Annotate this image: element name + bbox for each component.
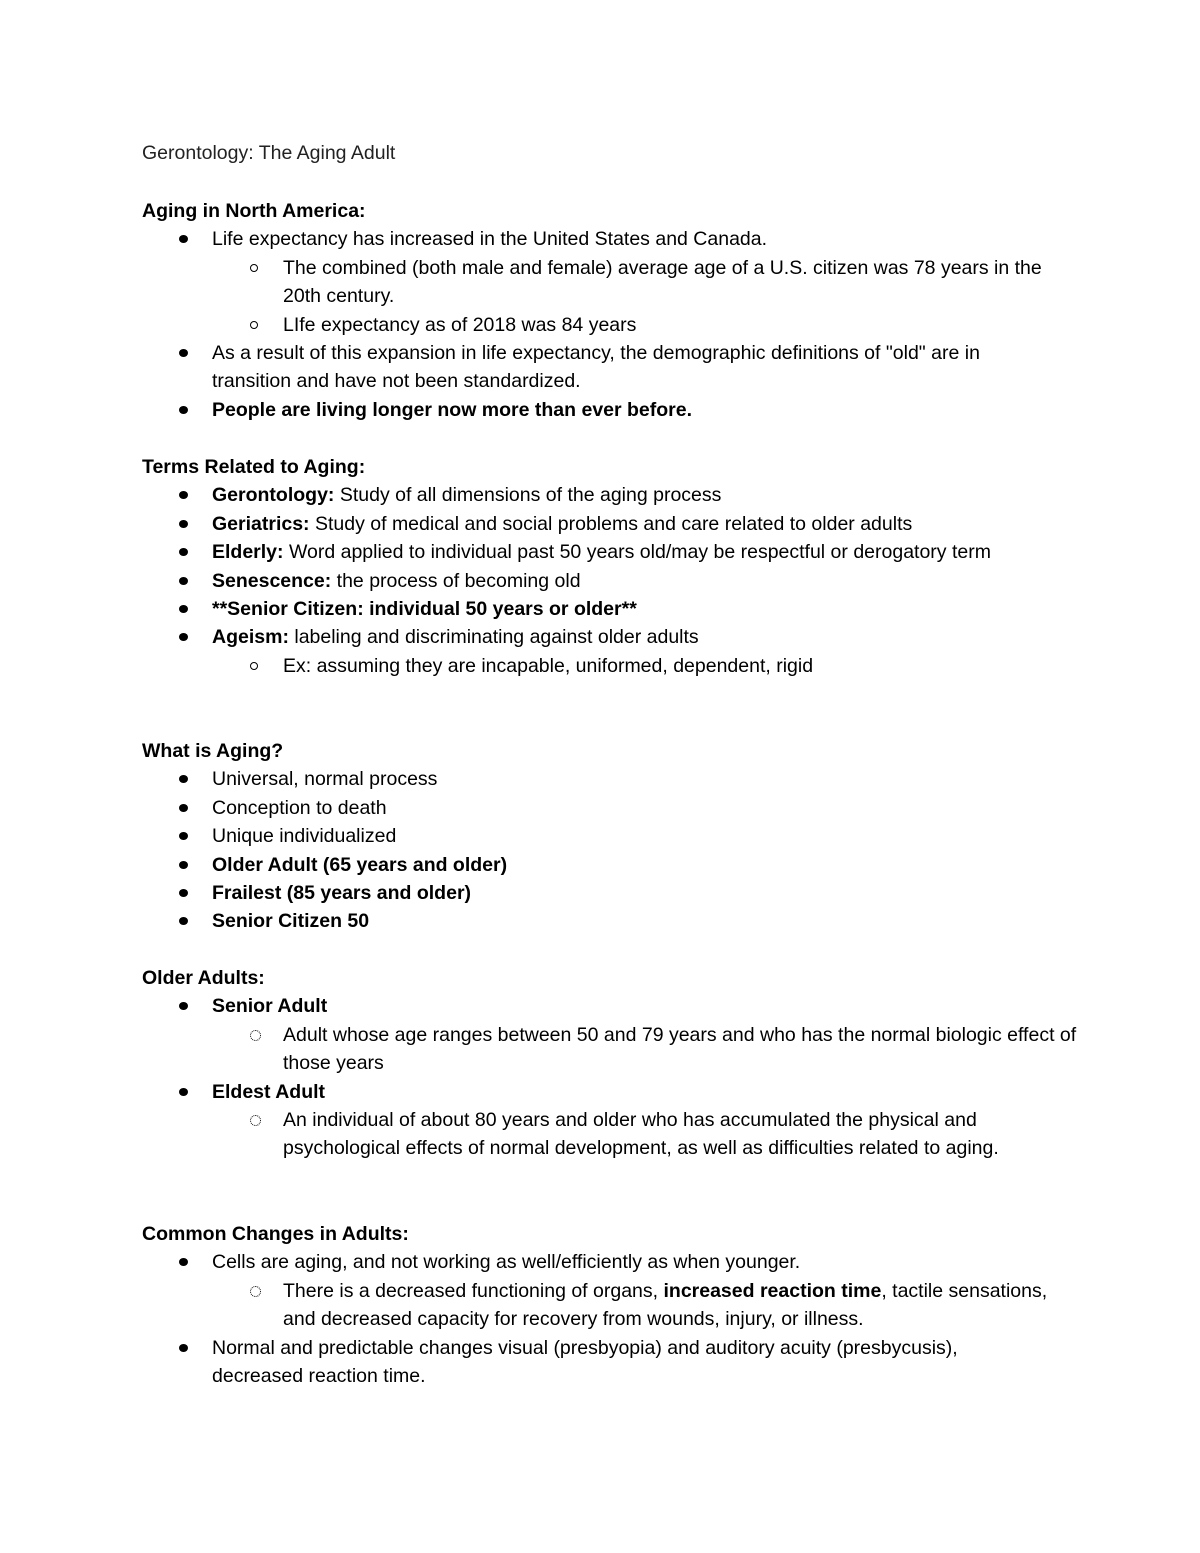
bullet-icon — [179, 406, 188, 414]
list-item: Frailest (85 years and older) — [142, 879, 1082, 907]
list-item: Normal and predictable changes visual (presbyopia) and auditory acuity (presbycusis), decreased reaction time. — [142, 1334, 1082, 1391]
list-item: People are living longer now more than ever before. — [142, 396, 1082, 424]
definition: Word applied to individual past 50 years old/may be respectful or derogatory term — [283, 541, 991, 564]
bullet-icon — [179, 1344, 188, 1352]
bullet-icon — [179, 1088, 188, 1096]
list-item: Senior Citizen 50 — [142, 907, 1082, 935]
section-heading: Terms Related to Aging: — [142, 456, 366, 478]
section-heading: Older Adults: — [142, 967, 265, 989]
section-heading: What is Aging? — [142, 740, 284, 762]
hollow-bullet-icon — [250, 321, 258, 329]
definition: Study of all dimensions of the aging process — [334, 484, 722, 507]
sub-list-item: An individual of about 80 years and older who has accumulated the physical and psychological effects of normal development, as well as difficulties related to aging. — [142, 1106, 1082, 1163]
list-item: Life expectancy has increased in the United States and Canada. — [142, 225, 1082, 253]
list-item — [142, 567, 1082, 595]
definition: labeling and discriminating against older adults — [288, 626, 699, 649]
list-item: Older Adult (65 years and older) — [142, 851, 1082, 879]
term: Gerontology: — [212, 484, 335, 507]
bullet-icon — [179, 917, 188, 925]
bullet-icon — [179, 520, 188, 528]
definition: the process of becoming old — [331, 569, 581, 592]
bullet-icon — [179, 1258, 188, 1266]
sub-list-item: LIfe expectancy as of 2018 was 84 years — [142, 311, 1082, 339]
section-older-adults — [142, 964, 1082, 1163]
list-item: Unique individualized — [142, 822, 1082, 850]
section-heading: Aging in North America: — [142, 200, 366, 222]
definition: Study of medical and social problems and care related to older adults — [309, 512, 913, 535]
document-title: Gerontology: The Aging Adult — [142, 142, 396, 164]
section-common-changes — [142, 1220, 1082, 1390]
sub-list-item: Ex: assuming they are incapable, uniformed, dependent, rigid — [142, 652, 1082, 680]
bullet-icon — [179, 832, 188, 840]
bullet-icon — [179, 861, 188, 869]
term: Ageism: — [212, 626, 289, 649]
bullet-icon — [179, 1002, 188, 1010]
bullet-icon — [179, 235, 188, 243]
sub-list-item: The combined (both male and female) average age of a U.S. citizen was 78 years in the 20th century. — [142, 254, 1082, 311]
section-aging-north-america — [142, 197, 1082, 424]
list-item: Senior Adult — [142, 992, 1082, 1020]
list-item: **Senior Citizen: individual 50 years or older** — [142, 595, 1082, 623]
dotted-bullet-icon — [250, 1286, 261, 1297]
term: Senescence: — [212, 569, 332, 592]
section-heading: Common Changes in Adults: — [142, 1223, 409, 1245]
bullet-icon — [179, 633, 188, 641]
section-terms — [142, 453, 1082, 680]
hollow-bullet-icon — [250, 264, 258, 272]
dotted-bullet-icon — [250, 1030, 261, 1041]
list-item: Conception to death — [142, 794, 1082, 822]
list-item — [142, 538, 1082, 566]
hollow-bullet-icon — [250, 662, 258, 670]
section-what-is-aging — [142, 737, 1082, 936]
sub-list-item: There is a decreased functioning of organs, increased reaction time, tactile sensations, and decreased capacity for recovery from wounds, injury, or illness. — [142, 1277, 1082, 1334]
bullet-icon — [179, 889, 188, 897]
bullet-icon — [179, 804, 188, 812]
list-item: As a result of this expansion in life expectancy, the demographic definitions of "old" are in transition and have not been standardized. — [142, 339, 1082, 396]
bullet-icon — [179, 349, 188, 357]
bullet-icon — [179, 605, 188, 613]
emphasis: increased reaction time — [663, 1279, 882, 1302]
bullet-icon — [179, 548, 188, 556]
list-item — [142, 510, 1082, 538]
list-item — [142, 481, 1082, 509]
list-item: Eldest Adult — [142, 1078, 1082, 1106]
term: Geriatrics: — [212, 512, 310, 535]
bullet-icon — [179, 775, 188, 783]
list-item: Universal, normal process — [142, 765, 1082, 793]
list-item — [142, 623, 1082, 651]
term: Elderly: — [212, 541, 284, 564]
dotted-bullet-icon — [250, 1115, 261, 1126]
list-item: Cells are aging, and not working as well/efficiently as when younger. — [142, 1248, 1082, 1276]
sub-list-item: Adult whose age ranges between 50 and 79 years and who has the normal biologic effect of those years — [142, 1021, 1082, 1078]
bullet-icon — [179, 577, 188, 585]
bullet-icon — [179, 491, 188, 499]
